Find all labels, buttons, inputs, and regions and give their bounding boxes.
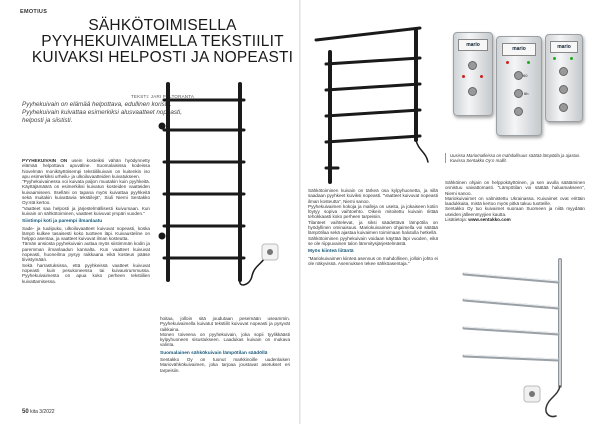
towel-rail-photo-right	[308, 22, 443, 192]
controller-2-temp: 60	[523, 73, 528, 78]
subheading-3: Myös kiinteä liitäntä	[308, 249, 354, 255]
col3-paragraph-5: "Mariokuivaimen kiinteä asennus on mahdollinen, jolloin johto ei ole näkyvissä. Asennuksen tekee sähköasentaja."	[308, 255, 438, 266]
chrome-rail-photo	[450, 256, 595, 421]
magazine-name: kita	[30, 409, 38, 415]
controller-2-timer: 6h	[524, 91, 529, 96]
led-icon	[462, 75, 465, 78]
page-gutter	[299, 0, 301, 424]
page-number: 50	[22, 409, 29, 415]
article-title: SÄHKÖTOIMISELLA PYYHEKUIVAIMELLA TEKSTIILIT KUIVAKSI HELPOSTI JA NOPEASTI	[31, 17, 294, 66]
controller-1-brand: mario	[458, 39, 488, 51]
towel-rail-photo-left	[150, 80, 300, 295]
col2-paragraph-1: hoitaa, jolloin sitä joudutaan pesemään useammin. Pyyhekuivaimella kuivatut tekstiilit kuivuvat nopeasti ja pysyvät raikkaina.	[160, 316, 290, 332]
controller-2-button-2	[514, 89, 523, 98]
text-column-4	[445, 180, 585, 222]
controller-2-button-3	[514, 107, 523, 116]
col3-paragraph-3: Tilanteet vaihtelevat, ja siksi säädettävä lämpötila on hyödyllinen ominaisuus. Mariokuivaimen ohjaimella voi säätää lämpötilaa sekä ajastaa kuivaimen toimimaan halutulla hetkellä.	[308, 219, 438, 236]
controller-3-brand: mario	[550, 41, 578, 53]
intro-lead-in: PYYHEKUIVAIN ON	[22, 158, 68, 163]
col1-paragraph-6: Sekä harrastuksissa, että pyyhkeissä vaatteet kuivuvat nopeasti kuin pesukoneessa tai kuivausrummussa. Pyyhekuivaimesta on apua koko perheen tekstiilien kuivattamisessa.	[22, 262, 150, 284]
subheading-2: Suomalainen sähkökuivain lämpötilan säädöllä	[160, 350, 268, 356]
led-icon	[553, 57, 556, 60]
controller-3	[545, 34, 583, 122]
led-icon	[570, 57, 573, 60]
info-label: Lisätietoja:	[445, 217, 467, 223]
col4-paragraph-2: Mariokuivaimet on valmistettu Ukrainassa. Kuivaimet ovat erittäin laadukkaita, mistä kertoo myös pitkä takuu tuotteille.	[445, 195, 585, 207]
lead-paragraph: Pyyhekuivain on elämää helpottava, edullinen koriste. Pyyhekuivain kuivattaa esimerkiksi alusvaatteet nopeasti, helposti ja siististi.	[22, 101, 182, 124]
led-icon	[480, 75, 483, 78]
controller-3-button-2	[559, 85, 568, 94]
controller-1	[453, 32, 493, 116]
col1-paragraph-4: Sade- ja tuulipuku, ulkoiluvaatteet kuivuvat nopeasti, koska lämpö kulkee tasaisesti koko tuotteen läpi. Kuivausteline on helppo asentaa, ja vaatteet kuivuvat ilman kosteutta.	[22, 225, 150, 242]
text-column-1	[22, 158, 150, 284]
led-icon	[506, 61, 509, 64]
text-column-2	[160, 316, 290, 373]
subheading-1: Siistimpi koti ja parempi ilmanlaatu	[22, 219, 103, 225]
col3-paragraph-1: Sähkötoiminen kuivain on tärkeä osa kylpyhuonetta, ja sillä saadaan pyyhkeet kuiviksi nopeasti. "Vaatteet kuivuvat nopeasti ilman kosteutta", Niemi sanoo.	[308, 188, 438, 204]
byline: TEKSTI: JARI PELTORANTA	[130, 94, 195, 99]
controller-3-button-3	[559, 103, 568, 112]
controller-1-button	[468, 61, 477, 70]
col1-intro: usein kosteiksi vähän hyödynnetty elämää helpottava apuväline. Suomalaisissa kodeissa hiovelmän monikäyttöisempi tekstiilikuivain on kuitenkin iso apu esimerkiksi urheilu- ja ulkoiluvaatteiden kuivatukseen.	[22, 158, 150, 179]
col4-paragraph-3: Sentakko Oy tuo kuivaimet suoraan Suomeen ja niitä myydään useiden jälleenmyyjien kautta.	[445, 206, 585, 217]
col1-paragraph-3: "Vaatteet saa helposti ja järjestelmällisesti kuivumaan. Kun kuivain on sähkötoiminen, vaatteet kuivuvat ympäri vuoden."	[22, 205, 150, 216]
col1-paragraph-2: "Pyyhekuivainessa voi kuivata paljon muutakin kuin pyyhkeitä. Käyttäjämäärä on esimerkiksi kuivatun kosteiden vaatteiden kuivaamiseen. Itselläni on tapana myös kuivattaa pyyhkeitä sekä muitakin kuivattavia tekstiilejä", Siuli Niemi Sentakko Oy:stä kertoo.	[22, 179, 150, 206]
col3-paragraph-4: Sähkötoiminen pyyhekuivain voidaan käyttää läpi vuoden, eikä se ole riippuvainen talon lämmitysjärjestelmästä.	[308, 235, 438, 246]
website-link[interactable]: www.sentakko.com	[468, 217, 511, 223]
col2-paragraph-3: Sentakko Oy on tuonut markkinoille uudenlaisen Mariovähkökuivaimen, joka tarjoaa joustavat asetukset eri tarpeisiin.	[160, 357, 290, 373]
controller-2	[496, 36, 542, 136]
text-column-3	[308, 188, 438, 266]
photo-caption: Uusissa Mariomalleissa on mahdollisuus säätää lämpötila ja ajastus. Kuvissa Sentakko Oy:n mallit.	[445, 153, 590, 163]
controller-2-brand: mario	[502, 43, 536, 56]
col3-paragraph-2: Pyyhekuivaimen kokoja ja malleja on useita, ja jokaiseen kotiin löytyy sopiva vaihtoehto. Oikein mitoitettu kuivain riittää tehokkaasti koko perheen tarpeisiin.	[308, 203, 438, 220]
led-icon	[527, 61, 530, 64]
section-label: EMOTIUS	[20, 9, 48, 15]
col2-paragraph-2: Monen toiveena on pyyhekuivain, joka sopii tyylikkäästi kylpyhuoneen sisustukseen. Laadukas kuivain on mukava valinta.	[160, 331, 290, 348]
col4-paragraph-1: Sähköinen ohjain on helppokäyttöinen, ja sen avulla säätäminen onnistuu vaivattomasti. "Lämpötilan voi säätää haluamakseen", Niemi sanoo.	[445, 180, 585, 196]
issue-number: 3/2022	[39, 409, 55, 415]
page-footer-left	[22, 409, 55, 415]
controller-3-button	[559, 67, 568, 76]
info-line	[445, 217, 585, 222]
col1-paragraph-5: Tämän ansiosta pyyhekuivain auttaa myös siistimmän kodin ja paremman ilmanlaadun kannalta. Kun vaatteet kuivuvat nopeasti, huoneilma pysyy raikkaana eikä kosteus pääse tiivistymään.	[22, 241, 150, 263]
controller-2-button	[514, 71, 523, 80]
controller-1-button-2	[468, 87, 477, 96]
